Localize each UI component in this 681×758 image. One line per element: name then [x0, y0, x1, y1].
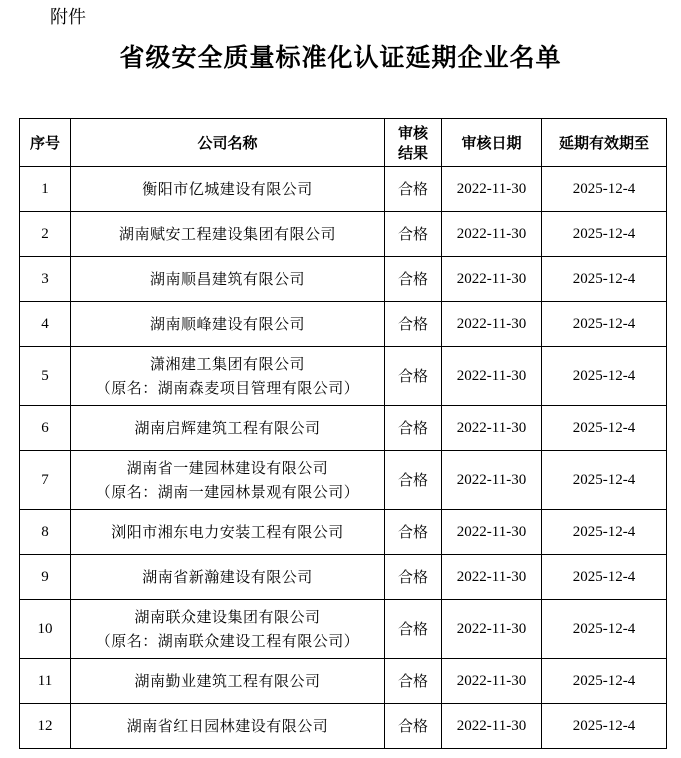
- company-name: [71, 704, 385, 749]
- valid-until-date: 2025-12-4: [542, 555, 667, 600]
- table-row: [20, 555, 667, 600]
- company-name-text: 湖南顺昌建筑有限公司: [149, 270, 305, 288]
- audit-date: 2022-11-30: [442, 302, 542, 347]
- header-no: 序号: [20, 119, 71, 167]
- valid-until-date: 2025-12-4: [542, 406, 667, 451]
- company-name: [71, 600, 385, 659]
- company-name-text: 湖南联众建设集团有限公司: [134, 608, 321, 626]
- table-row: [20, 257, 667, 302]
- company-former-name: （原名：湖南森麦项目管理有限公司）: [95, 379, 360, 397]
- document-title: 省级安全质量标准化认证延期企业名单: [119, 43, 562, 72]
- row-number: 10: [20, 600, 71, 659]
- table-row: [20, 406, 667, 451]
- company-name: [71, 659, 385, 704]
- audit-result: 合格: [385, 347, 442, 406]
- valid-until-date: 2025-12-4: [542, 600, 667, 659]
- row-number: 9: [20, 555, 71, 600]
- header-company-name: 公司名称: [71, 119, 385, 167]
- valid-until-date: 2025-12-4: [542, 167, 667, 212]
- audit-result: 合格: [385, 704, 442, 749]
- audit-date: 2022-11-30: [442, 167, 542, 212]
- company-name: [71, 555, 385, 600]
- audit-result: 合格: [385, 555, 442, 600]
- audit-result: 合格: [385, 659, 442, 704]
- header-result-line1: 审核: [397, 123, 428, 142]
- valid-until-date: 2025-12-4: [542, 212, 667, 257]
- table-row: [20, 451, 667, 510]
- header-valid-until: 延期有效期至: [542, 119, 667, 167]
- company-name-text: 湖南顺峰建设有限公司: [149, 315, 305, 333]
- company-name-text: 湖南省红日园林建设有限公司: [126, 717, 329, 735]
- audit-result: 合格: [385, 406, 442, 451]
- company-name-text: 湖南赋安工程建设集团有限公司: [118, 225, 336, 243]
- table-row: [20, 704, 667, 749]
- audit-result: 合格: [385, 302, 442, 347]
- company-name: [71, 257, 385, 302]
- table-row: [20, 659, 667, 704]
- row-number: 2: [20, 212, 71, 257]
- attachment-label: 附件: [50, 7, 86, 28]
- company-name: [71, 347, 385, 406]
- audit-result: 合格: [385, 600, 442, 659]
- audit-date: 2022-11-30: [442, 555, 542, 600]
- table-row: [20, 510, 667, 555]
- company-former-name: （原名：湖南联众建设工程有限公司）: [95, 632, 360, 650]
- row-number: 4: [20, 302, 71, 347]
- row-number: 6: [20, 406, 71, 451]
- company-name: [71, 212, 385, 257]
- table-row: [20, 600, 667, 659]
- company-name: [71, 406, 385, 451]
- audit-date: 2022-11-30: [442, 510, 542, 555]
- audit-result: 合格: [385, 257, 442, 302]
- audit-date: 2022-11-30: [442, 347, 542, 406]
- row-number: 12: [20, 704, 71, 749]
- audit-result: 合格: [385, 167, 442, 212]
- company-name-text: 潇湘建工集团有限公司: [149, 355, 305, 373]
- audit-date: 2022-11-30: [442, 451, 542, 510]
- valid-until-date: 2025-12-4: [542, 704, 667, 749]
- company-name-text: 湖南启辉建筑工程有限公司: [134, 419, 321, 437]
- row-number: 5: [20, 347, 71, 406]
- table-header-row: [20, 119, 667, 167]
- company-former-name: （原名：湖南一建园林景观有限公司）: [95, 483, 360, 501]
- audit-result: 合格: [385, 451, 442, 510]
- audit-date: 2022-11-30: [442, 406, 542, 451]
- valid-until-date: 2025-12-4: [542, 659, 667, 704]
- company-name-text: 湖南省一建园林建设有限公司: [126, 459, 329, 477]
- audit-result: 合格: [385, 212, 442, 257]
- row-number: 8: [20, 510, 71, 555]
- company-name: [71, 302, 385, 347]
- table-row: [20, 212, 667, 257]
- company-name-text: 衡阳市亿城建设有限公司: [142, 180, 313, 198]
- audit-date: 2022-11-30: [442, 600, 542, 659]
- row-number: 3: [20, 257, 71, 302]
- row-number: 1: [20, 167, 71, 212]
- company-name: [71, 167, 385, 212]
- audit-date: 2022-11-30: [442, 257, 542, 302]
- valid-until-date: 2025-12-4: [542, 451, 667, 510]
- company-list-table: [19, 118, 667, 749]
- company-name: [71, 451, 385, 510]
- header-result-line2: 结果: [397, 143, 428, 162]
- valid-until-date: 2025-12-4: [542, 302, 667, 347]
- row-number: 11: [20, 659, 71, 704]
- audit-date: 2022-11-30: [442, 659, 542, 704]
- valid-until-date: 2025-12-4: [542, 257, 667, 302]
- company-name-text: 浏阳市湘东电力安装工程有限公司: [111, 523, 344, 541]
- company-name-text: 湖南勤业建筑工程有限公司: [134, 672, 321, 690]
- header-result: [385, 119, 442, 167]
- table-row: [20, 302, 667, 347]
- table-row: [20, 347, 667, 406]
- header-audit-date: 审核日期: [442, 119, 542, 167]
- row-number: 7: [20, 451, 71, 510]
- company-name: [71, 510, 385, 555]
- audit-result: 合格: [385, 510, 442, 555]
- audit-date: 2022-11-30: [442, 704, 542, 749]
- valid-until-date: 2025-12-4: [542, 347, 667, 406]
- table-row: [20, 167, 667, 212]
- valid-until-date: 2025-12-4: [542, 510, 667, 555]
- company-name-text: 湖南省新瀚建设有限公司: [142, 568, 313, 586]
- audit-date: 2022-11-30: [442, 212, 542, 257]
